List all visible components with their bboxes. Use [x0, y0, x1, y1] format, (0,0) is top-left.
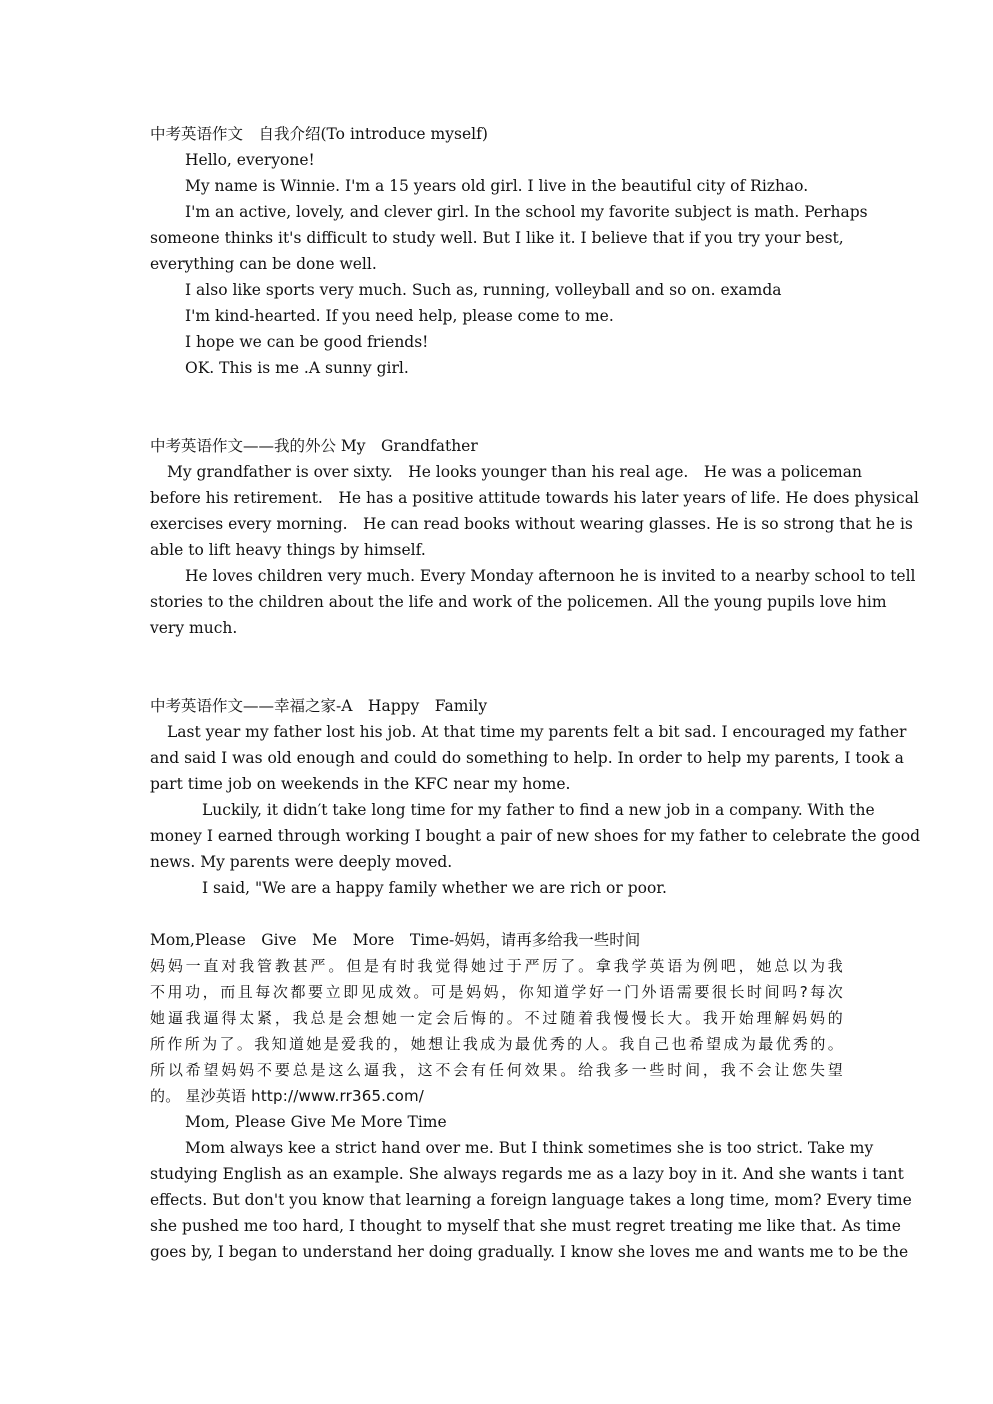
essay-1-line: I'm kind-hearted. If you need help, please come to me. [185, 307, 614, 325]
essay-1-line: I hope we can be good friends! [185, 333, 429, 351]
section-gap [150, 641, 843, 693]
essay-1-line: someone thinks it's difficult to study well. But I like it. I believe that if you try your best, [150, 229, 844, 247]
essay-4-subtitle: Mom, Please Give Me More Time [185, 1113, 447, 1131]
essay-3-line: news. My parents were deeply moved. [150, 853, 453, 871]
essay-2-title: 中考英语作文——我的外公 My Grandfather [150, 437, 478, 455]
essay-4-chinese-line: 不用功，而且每次都要立即见成效。可是妈妈，你知道学好一门外语需要很长时间吗?每次 [150, 983, 843, 1001]
essay-4-line: she pushed me too hard, I thought to myself that she must regret treating me like that. As time [150, 1217, 901, 1235]
section-gap [150, 901, 843, 927]
essay-3-line: I said, "We are a happy family whether we are rich or poor. [202, 879, 667, 897]
essay-4-chinese-line: 的。 星沙英语 http://www.rr365.com/ [150, 1087, 425, 1105]
essay-2-line: able to lift heavy things by himself. [150, 541, 426, 559]
essay-1-line: I also like sports very much. Such as, running, volleyball and so on. examda [185, 281, 782, 299]
document-page [150, 121, 921, 1265]
essay-3-line: money I earned through working I bought a pair of new shoes for my father to celebrate the good [150, 827, 921, 845]
essay-3-line: part time job on weekends in the KFC near my home. [150, 775, 571, 793]
essay-1-line: everything can be done well. [150, 255, 377, 273]
essay-4-line: Mom always kee a strict hand over me. But I think sometimes she is too strict. Take my [185, 1139, 874, 1157]
essay-4-title: Mom,Please Give Me More Time-妈妈，请再多给我一些时间 [150, 931, 641, 949]
essay-2-line: He loves children very much. Every Monday afternoon he is invited to a nearby school to tell [185, 567, 916, 585]
essay-3-title: 中考英语作文——幸福之家-A Happy Family [150, 697, 488, 715]
essay-1-line: I'm an active, lovely, and clever girl. In the school my favorite subject is math. Perhaps [185, 203, 868, 221]
essay-4-chinese-line: 妈妈一直对我管教甚严。但是有时我觉得她过于严厉了。拿我学英语为例吧，她总以为我 [150, 957, 843, 975]
essay-3-line: Last year my father lost his job. At that time my parents felt a bit sad. I encouraged my father [167, 723, 907, 741]
essay-2-line: My grandfather is over sixty. He looks younger than his real age. He was a policeman [167, 463, 862, 481]
essay-2-line: very much. [150, 619, 238, 637]
essay-3-line: Luckily, it didn′t take long time for my father to find a new job in a company. With the [202, 801, 875, 819]
section-gap [150, 381, 843, 433]
essay-3-line: and said I was old enough and could do something to help. In order to help my parents, I took a [150, 749, 904, 767]
essay-1-line: OK. This is me .A sunny girl. [185, 359, 409, 377]
essay-1-line: Hello, everyone! [185, 151, 315, 169]
essay-2-line: exercises every morning. He can read books without wearing glasses. He is so strong that he is [150, 515, 913, 533]
essay-4-line: studying English as an example. She always regards me as a lazy boy in it. And she wants i tant [150, 1165, 904, 1183]
essay-4-chinese-line: 她逼我逼得太紧，我总是会想她一定会后悔的。不过随着我慢慢长大。我开始理解妈妈的 [150, 1009, 843, 1027]
essay-4-line: effects. But don't you know that learning a foreign language takes a long time, mom? Every time [150, 1191, 912, 1209]
essay-1-title: 中考英语作文 自我介绍(To introduce myself) [150, 125, 488, 143]
essay-4-chinese-line: 所作所为了。我知道她是爱我的，她想让我成为最优秀的人。我自己也希望成为最优秀的。 [150, 1035, 843, 1053]
essay-2-line: before his retirement. He has a positive attitude towards his later years of life. He does physical [150, 489, 919, 507]
essay-4-chinese-line: 所以希望妈妈不要总是这么逼我，这不会有任何效果。给我多一些时间，我不会让您失望 [150, 1061, 843, 1079]
essay-4-line: goes by, I began to understand her doing gradually. I know she loves me and wants me to be the [150, 1243, 909, 1261]
essay-2-line: stories to the children about the life and work of the policemen. All the young pupils love him [150, 593, 887, 611]
essay-1-line: My name is Winnie. I'm a 15 years old girl. I live in the beautiful city of Rizhao. [185, 177, 809, 195]
